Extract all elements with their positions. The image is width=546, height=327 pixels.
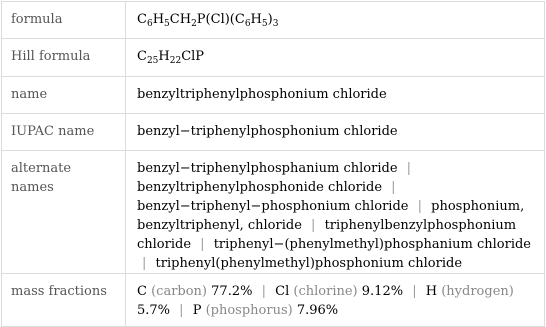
mass-fractions-label: mass fractions [2,274,126,327]
mass-fraction-item [275,284,403,299]
element-name: (carbon) [151,284,208,299]
alternate-name: phosphonium, benzyltriphenyl, chloride [137,199,525,233]
iupac-name-row [2,114,545,151]
element-symbol: H [425,284,438,299]
mass-fractions-row [2,274,545,327]
mass-fractions-value [126,274,545,327]
alternate-name: triphenylbenzylphosphonium chloride [137,218,517,252]
alternate-names-label: alternate names [2,151,126,274]
name-label: name [2,77,126,114]
alternate-name: triphenyl−(phenylmethyl)phosphanium chloride [213,237,532,252]
separator: | [261,284,266,299]
hill-formula-value: $C_{25}H_{22}ClP$ [126,39,545,77]
element-symbol: C [137,284,147,299]
iupac-name-label: IUPAC name [2,114,126,151]
hill-formula-row [2,39,545,77]
alternate-names-row [2,151,545,274]
mass-fraction-item [137,284,252,299]
separator: | [200,237,205,252]
alternate-name: triphenyl(phenylmethyl)phosphonium chloride [155,256,463,271]
separator: | [142,256,147,271]
element-symbol: P [192,303,202,318]
fraction-value: 5.7% [137,303,171,318]
separator: | [179,303,184,318]
separator: | [406,161,412,176]
fraction-value: 7.96% [296,303,339,318]
formula-row [2,2,545,39]
separator: | [412,284,417,299]
fraction-value: 77.2% [211,284,253,299]
fraction-value: 9.12% [361,284,404,299]
separator: | [311,218,316,233]
properties-table [1,1,545,327]
separator: | [391,180,396,195]
formula-value: $C_6H_5CH_2P(Cl)(C_6H_5)_3$ [126,2,545,39]
alternate-name: benzyl−triphenylphosphanium chloride [137,161,398,176]
formula-label: formula [2,2,126,39]
alternate-name: benzyl−triphenyl−phosphonium chloride [137,199,409,214]
separator: | [417,199,423,214]
alternate-name: benzyltriphenylphosphonide chloride [137,180,383,195]
mass-fraction-item [193,303,338,318]
iupac-name-value: benzyl−triphenylphosphonium chloride [126,114,545,151]
element-symbol: Cl [275,284,290,299]
name-row [2,77,545,114]
element-name: (chlorine) [293,284,358,299]
element-name: (hydrogen) [441,284,514,299]
hill-formula-label: Hill formula [2,39,126,77]
alternate-names-value [126,151,545,274]
name-value: benzyltriphenylphosphonium chloride [126,77,545,114]
element-name: (phosphorus) [205,303,293,318]
